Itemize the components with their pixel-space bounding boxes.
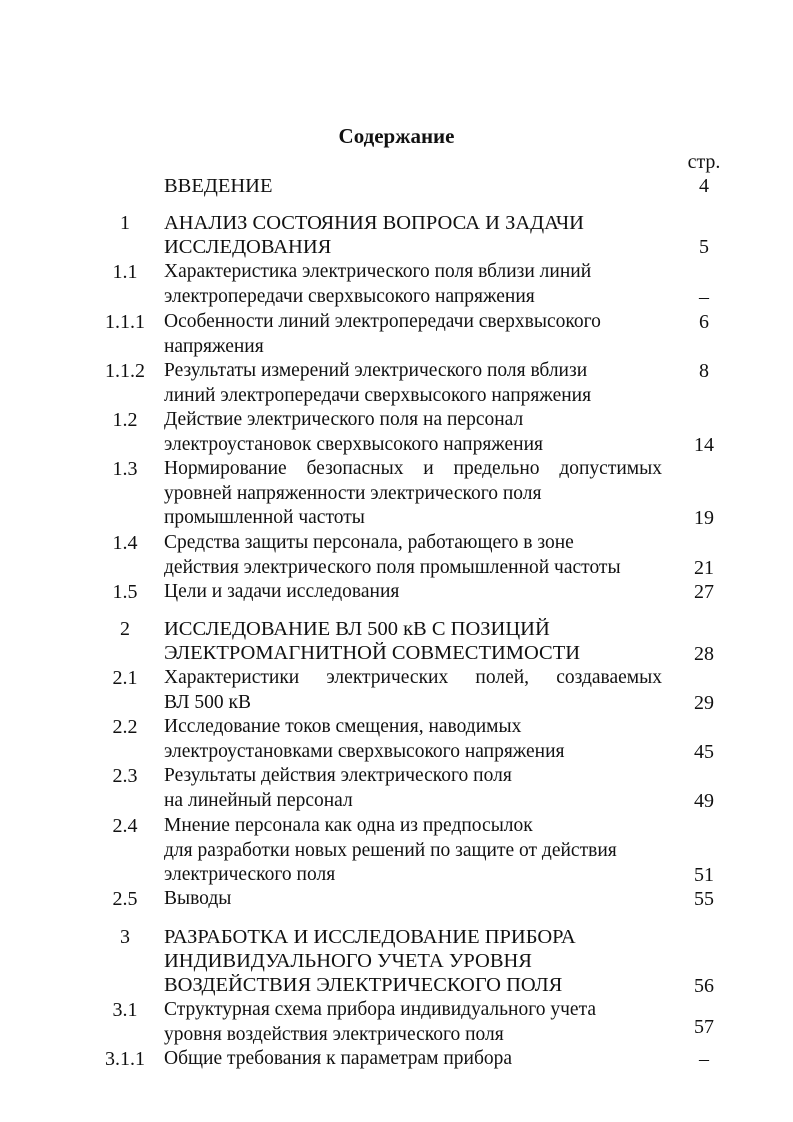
toc-entry-page: 29 [694,691,714,714]
toc-entry-page: 57 [694,1016,714,1038]
toc-entry-page: 56 [694,975,714,997]
toc-entry-text [164,580,662,605]
toc-entry-text [164,715,662,764]
toc-entry-line: Общие требования к параметрам прибора [164,1048,513,1069]
toc-entry-number: 2.4 [112,815,138,837]
toc-entry-page: 14 [694,433,714,456]
toc-entry-line: электрического поля [164,864,336,885]
toc-entry-text [164,531,662,580]
toc-entry-line: ИССЛЕДОВАНИЕ ВЛ 500 кВ С ПОЗИЦИЙ [164,618,550,640]
toc-entry-page: 28 [694,643,714,665]
toc-entry-page: 45 [694,740,714,763]
toc-entry-number: 1.2 [112,409,138,431]
toc-entry-number: 3.1.1 [105,1048,145,1070]
toc-entry-number: 1.1 [112,261,138,283]
toc-entry-number: 1.3 [112,458,138,480]
toc-entry-line: действия электрического поля промышленной частоты [164,556,621,578]
toc-entry-text [164,617,662,665]
toc-entry-line: Цели и задачи исследования [164,581,400,602]
toc-entry-line: Выводы [164,888,232,909]
toc-entry-text [164,998,662,1047]
toc-entry-number: 2.5 [112,888,138,910]
toc-entry-line: Структурная схема прибора индивидуального учета [164,999,596,1020]
toc-entry-text [164,211,662,259]
toc-entry-page: 49 [694,789,714,812]
toc-entry-line: уровней напряженности электрического поля [164,482,542,504]
toc-entry-text [164,925,662,997]
toc-entry-text [164,310,662,359]
toc-entry-number: 3.1 [112,999,138,1021]
toc-entry-line: электроустановками сверхвысокого напряжения [164,740,565,762]
toc-entry-number: 1.4 [112,532,138,554]
toc-entry-line: ВОЗДЕЙСТВИЯ ЭЛЕКТРИЧЕСКОГО ПОЛЯ [164,974,563,996]
toc-entry-line: РАЗРАБОТКА И ИССЛЕДОВАНИЕ ПРИБОРА [164,926,576,948]
toc-entry-line: Результаты измерений электрического поля вблизи [164,360,588,381]
toc-entry-line: Мнение персонала как одна из предпосылок [164,815,533,836]
toc-entry-line: Средства защиты персонала, работающего в зоне [164,532,574,553]
toc-entry-page: 51 [694,864,714,886]
toc-entry-page: 19 [694,507,714,529]
toc-entry-number: 1 [120,212,130,234]
page-column-header: стр. [687,151,721,173]
toc-entry-page: 21 [694,556,714,579]
toc-entry-text [164,1047,662,1072]
toc-entry-page: 8 [699,360,709,382]
toc-entry-number: 2.2 [112,716,138,738]
toc-entry-number: 3 [120,926,130,948]
toc-entry-page: 6 [699,311,709,333]
toc-entry-line: Характеристики электрических полей, создаваемых [164,667,662,688]
toc-entry-line: электропередачи сверхвысокого напряжения [164,285,535,307]
toc-entry-page: – [699,285,709,308]
toc-entry-line: линий электропередачи сверхвысокого напряжения [164,384,592,406]
toc-entry-line: для разработки новых решений по защите от действия [164,839,617,861]
toc-entry-text [164,174,662,198]
toc-entry-line: Нормирование безопасных и предельно допустимых [164,458,662,479]
toc-entry-text [164,814,662,888]
toc-entry-line: Особенности линий электропередачи сверхвысокого [164,311,601,332]
toc-entry-number: 2.3 [112,765,138,787]
toc-entry-text [164,457,662,531]
toc-entry-page: 55 [694,888,714,910]
toc-entry-line: уровня воздействия электрического поля [164,1023,504,1045]
toc-entry-text [164,764,662,813]
toc-entry-number: 1.5 [112,581,138,603]
toc-entry-page: 4 [699,175,709,197]
toc-entry-line: электроустановок сверхвысокого напряжения [164,433,544,455]
toc-entry-text [164,260,662,309]
toc-entry-text [164,887,662,912]
toc-entry-page: – [699,1048,709,1070]
toc-entry-line: Характеристика электрического поля вблизи линий [164,261,592,282]
toc-entry-line: Исследование токов смещения, наводимых [164,716,522,737]
toc-entry-line: Результаты действия электрического поля [164,765,512,786]
toc-entry-line: ИНДИВИДУАЛЬНОГО УЧЕТА УРОВНЯ [164,950,532,972]
toc-entry-line: АНАЛИЗ СОСТОЯНИЯ ВОПРОСА И ЗАДАЧИ [164,212,584,234]
page-title: Содержание [338,124,455,148]
toc-entry-text [164,359,662,408]
toc-entry-number: 2.1 [112,667,138,689]
toc-entry-page: 5 [699,236,709,258]
toc-entry-page: 27 [694,581,714,603]
toc-entry-line: промышленной частоты [164,507,365,528]
toc-entry-line: ВВЕДЕНИЕ [164,175,273,197]
toc-entry-line: ЭЛЕКТРОМАГНИТНОЙ СОВМЕСТИМОСТИ [164,642,581,664]
toc-entry-text [164,408,662,457]
toc-entry-line: ИССЛЕДОВАНИЯ [164,236,332,258]
toc-entry-line: напряжения [164,335,264,357]
toc-entry-line: ВЛ 500 кВ [164,691,251,713]
toc-entry-line: на линейный персонал [164,789,353,811]
toc-entry-number: 2 [120,618,130,640]
toc-entry-line: Действие электрического поля на персонал [164,409,524,430]
toc-entry-text [164,666,662,715]
toc-entry-number: 1.1.2 [105,360,145,382]
toc-entry-number: 1.1.1 [105,311,145,333]
